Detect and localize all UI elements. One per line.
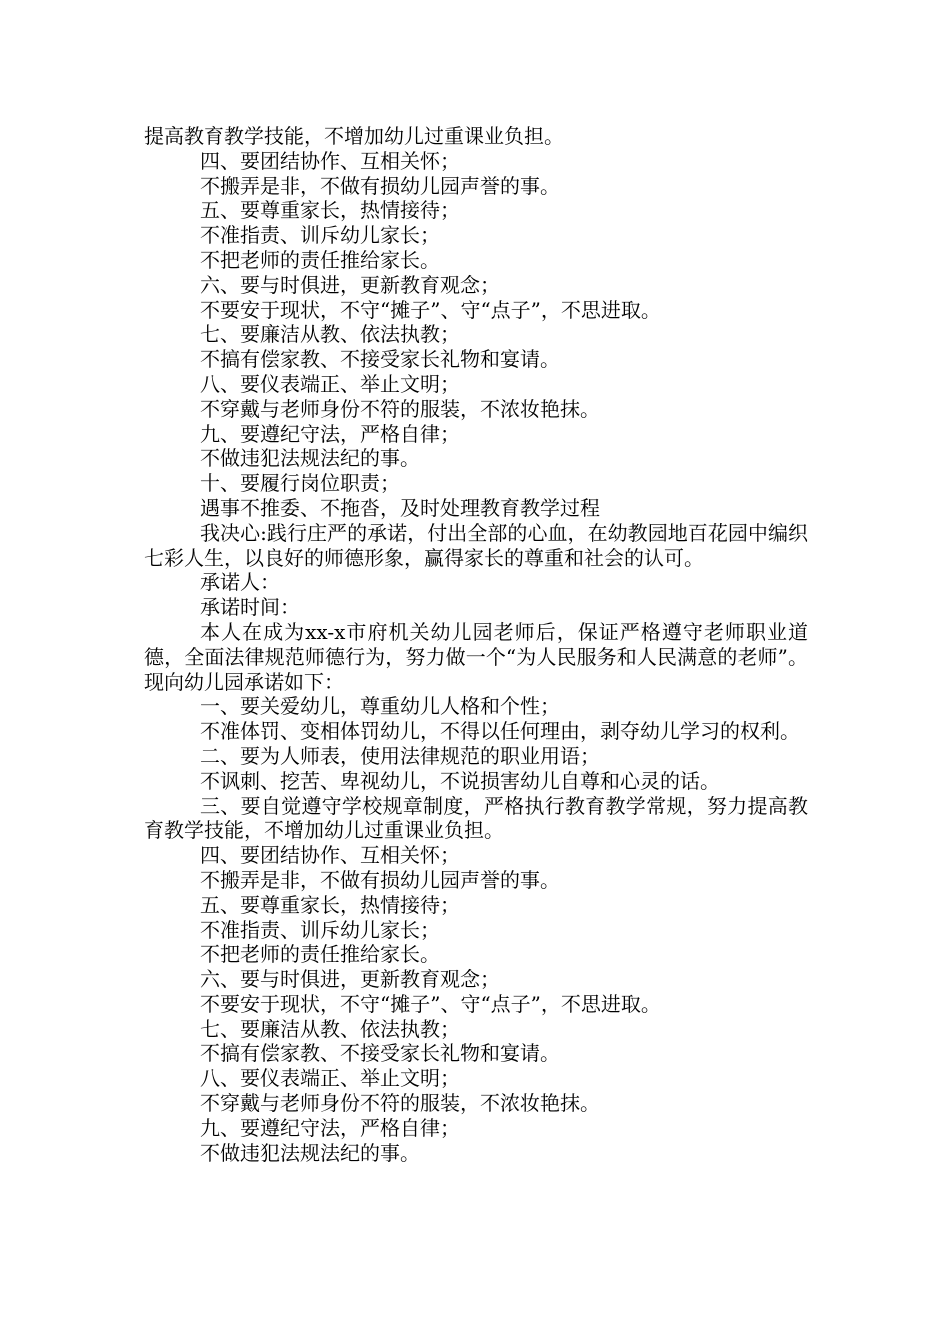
paragraph: 八、要仪表端正、举止文明； [200, 371, 460, 396]
paragraph: 不讽刺、挖苦、卑视幼儿，不说损害幼儿自尊和心灵的话。 [200, 768, 720, 793]
paragraph: 不准指责、训斥幼儿家长； [200, 917, 440, 942]
paragraph: 五、要尊重家长，热情接待； [200, 198, 460, 223]
paragraph: 十、要履行岗位职责； [200, 471, 400, 496]
paragraph: 不搬弄是非，不做有损幼儿园声誉的事。 [200, 173, 560, 198]
paragraph: 我决心:践行庄严的承诺，付出全部的心血，在幼教园地百花园中编织七彩人生，以良好的师德形象，赢得家长的尊重和社会的认可。 [144, 520, 808, 570]
paragraph: 二、要为人师表，使用法律规范的职业用语； [200, 743, 600, 768]
paragraph: 四、要团结协作、互相关怀； [200, 148, 460, 173]
paragraph: 不准体罚、变相体罚幼儿，不得以任何理由，剥夺幼儿学习的权利。 [200, 719, 800, 744]
paragraph: 不穿戴与老师身份不符的服装，不浓妆艳抹。 [200, 1091, 600, 1116]
paragraph: 七、要廉洁从教、依法执教； [200, 322, 460, 347]
paragraph: 五、要尊重家长，热情接待； [200, 892, 460, 917]
paragraph: 不把老师的责任推给家长。 [200, 942, 440, 967]
paragraph: 本人在成为xx-x市府机关幼儿园老师后，保证严格遵守老师职业道德，全面法律规范师德行为，努力做一个“为人民服务和人民满意的老师”。现向幼儿园承诺如下： [144, 619, 808, 694]
paragraph: 承诺人： [200, 570, 280, 595]
paragraph: 七、要廉洁从教、依法执教； [200, 1016, 460, 1041]
paragraph: 承诺时间： [200, 595, 300, 620]
paragraph: 不把老师的责任推给家长。 [200, 247, 440, 272]
document-body [144, 124, 808, 1165]
paragraph: 九、要遵纪守法，严格自律； [200, 1115, 460, 1140]
paragraph: 不搞有偿家教、不接受家长礼物和宴请。 [200, 347, 560, 372]
paragraph: 提高教育教学技能，不增加幼儿过重课业负担。 [144, 124, 564, 148]
paragraph: 六、要与时俱进，更新教育观念； [200, 967, 500, 992]
paragraph: 不要安于现状，不守“摊子”、守“点子”，不思进取。 [200, 991, 661, 1016]
paragraph: 不要安于现状，不守“摊子”、守“点子”，不思进取。 [200, 297, 661, 322]
paragraph: 不搞有偿家教、不接受家长礼物和宴请。 [200, 1041, 560, 1066]
paragraph: 三、要自觉遵守学校规章制度，严格执行教育教学常规，努力提高教育教学技能，不增加幼儿过重课业负担。 [144, 793, 808, 843]
paragraph: 不准指责、训斥幼儿家长； [200, 223, 440, 248]
paragraph: 遇事不推委、不拖沓，及时处理教育教学过程 [200, 495, 600, 520]
paragraph: 不搬弄是非，不做有损幼儿园声誉的事。 [200, 867, 560, 892]
paragraph: 一、要关爱幼儿，尊重幼儿人格和个性； [200, 694, 560, 719]
paragraph: 八、要仪表端正、举止文明； [200, 1066, 460, 1091]
paragraph: 九、要遵纪守法，严格自律； [200, 421, 460, 446]
paragraph: 六、要与时俱进，更新教育观念； [200, 272, 500, 297]
paragraph: 不做违犯法规法纪的事。 [200, 1140, 420, 1165]
paragraph: 四、要团结协作、互相关怀； [200, 843, 460, 868]
paragraph: 不做违犯法规法纪的事。 [200, 446, 420, 471]
paragraph: 不穿戴与老师身份不符的服装，不浓妆艳抹。 [200, 396, 600, 421]
